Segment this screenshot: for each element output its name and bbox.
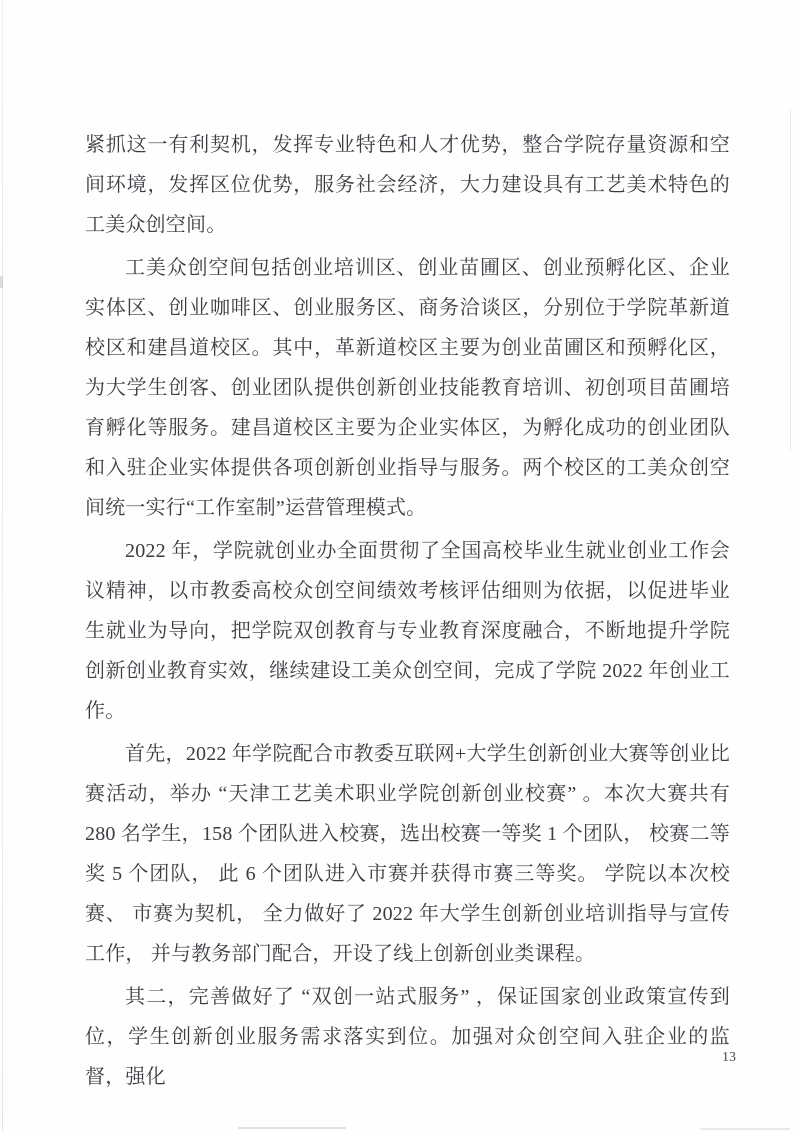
- paragraph-competition: 首先，2022 年学院配合市教委互联网+大学生创新创业大赛等创业比赛活动，举办 “天津工艺美术职业学院创新创业校赛” 。本次大赛共有 280 名学生，158 个团队进入校赛，选出校赛一等奖 1 个团队， 校赛二等奖 5 个团队， 此 6 个团队进入市赛并获得市赛三等奖。 学院以本次校赛、 市赛为契机， 全力做好了 2022 年大学生创新创业培训指导与宣传工作， 并与教务部门配合，开设了线上创新创业类课程。: [85, 743, 730, 965]
- scan-artifact-left-edge: [2, 0, 3, 1131]
- page-number: 13: [722, 1050, 736, 1065]
- scan-artifact-left-mark: [0, 276, 3, 288]
- paragraph-continuation: 紧抓这一有利契机，发挥专业特色和人才优势，整合学院存量资源和空间环境，发挥区位优势，服务社会经济，大力建设具有工艺美术特色的工美众创空间。: [85, 134, 730, 236]
- paragraph-makerspace-zones: 工美众创空间包括创业培训区、创业苗圃区、创业预孵化区、企业实体区、创业咖啡区、创业服务区、商务洽谈区，分别位于学院革新道校区和建昌道校区。其中，革新道校区主要为创业苗圃区和预孵化区，为大学生创客、创业团队提供创新创业技能教育培训、初创项目苗圃培育孵化等服务。建昌道校区主要为企业实体区，为孵化成功的创业团队和入驻企业实体提供各项创新创业指导与服务。两个校区的工美众创空间统一实行“工作室制”运营管理模式。: [85, 257, 730, 519]
- scan-artifact-bottom-smudge: [700, 1128, 790, 1130]
- paragraph-2022-overview: 2022 年，学院就创业办全面贯彻了全国高校毕业生就业创业工作会议精神，以市教委高校众创空间绩效考核评估细则为依据，以促进毕业生就业为导向，把学院双创教育与专业教育深度融合，不断地提升学院创新创业教育实效，继续建设工美众创空间，完成了学院 2022 年创业工作。: [85, 540, 730, 722]
- paragraph-one-stop-service: 其二，完善做好了 “双创一站式服务” ，保证国家创业政策宣传到位，学生创新创业服务需求落实到位。加强对众创空间入驻企业的监督，强化: [85, 986, 730, 1088]
- scan-artifact-right-edge: [790, 110, 791, 450]
- scan-artifact-bottom-smudge: [238, 1127, 346, 1129]
- document-body: [85, 125, 730, 1097]
